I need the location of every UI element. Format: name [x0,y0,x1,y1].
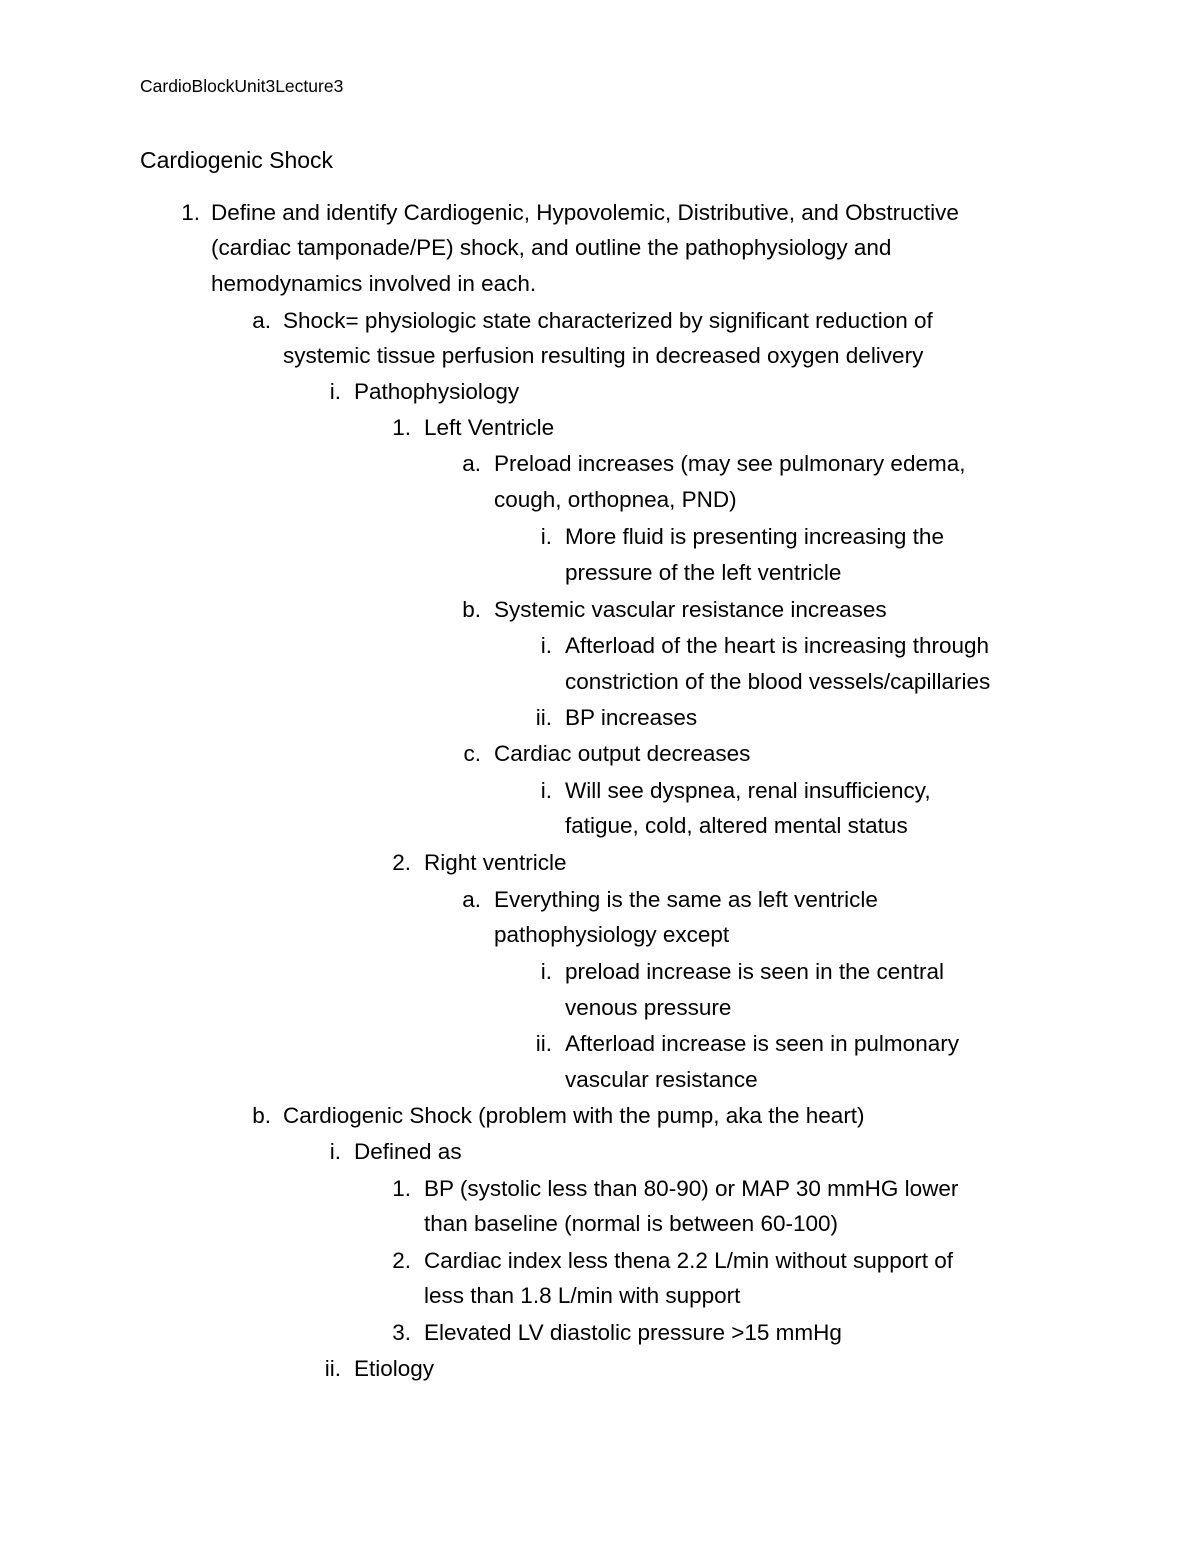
list-item-text: Cardiac index less thena 2.2 L/min without support of [424,1248,954,1273]
list-marker: i. [329,379,341,404]
list-marker: b. [252,1103,271,1128]
list-item-text: More fluid is presenting increasing the [565,524,944,549]
list-item-text: than baseline (normal is between 60-100) [424,1211,838,1236]
list-item-text: Afterload of the heart is increasing through [565,633,990,658]
list-item-text: venous pressure [565,995,732,1020]
list-item-text: Cardiogenic Shock (problem with the pump, aka the heart) [283,1103,865,1128]
list-marker: 2. [392,850,411,875]
list-item-text: Cardiac output decreases [494,741,751,766]
list-item-text: Right ventricle [424,850,567,875]
list-item-text: preload increase is seen in the central [565,959,944,984]
list-item-text: Everything is the same as left ventricle [494,887,878,912]
list-item-text: BP increases [565,705,698,730]
list-item-text: pressure of the left ventricle [565,560,842,585]
list-item-text: Pathophysiology [354,379,520,404]
list-item-text: Systemic vascular resistance increases [494,597,887,622]
list-marker: a. [462,887,481,912]
list-item-text: systemic tissue perfusion resulting in decreased oxygen delivery [283,343,924,368]
list-marker: i. [540,524,552,549]
list-item-text: Will see dyspnea, renal insufficiency, [565,778,931,803]
list-item-text: (cardiac tamponade/PE) shock, and outline the pathophysiology and [211,235,892,260]
list-marker: i. [540,778,552,803]
list-item-text: vascular resistance [565,1067,758,1092]
list-marker: ii. [535,705,552,730]
list-marker: 1. [181,200,200,225]
list-marker: c. [463,741,481,766]
list-marker: i. [540,959,552,984]
list-item-text: less than 1.8 L/min with support [424,1283,741,1308]
list-item-text: Preload increases (may see pulmonary edema, [494,451,966,476]
list-marker: a. [252,308,271,333]
list-item-text: cough, orthopnea, PND) [494,487,737,512]
list-marker: b. [462,597,481,622]
list-item-text: Afterload increase is seen in pulmonary [565,1031,959,1056]
list-item-text: Define and identify Cardiogenic, Hypovolemic, Distributive, and Obstructive [211,200,959,225]
list-item-text: pathophysiology except [494,922,730,947]
list-marker: i. [540,633,552,658]
list-item-text: fatigue, cold, altered mental status [565,813,908,838]
list-marker: 1. [392,1176,411,1201]
list-item-text: Shock= physiologic state characterized by significant reduction of [283,308,933,333]
page-header: CardioBlockUnit3Lecture3 [140,76,344,96]
list-marker: a. [462,451,481,476]
list-marker: ii. [324,1356,341,1381]
list-item-text: BP (systolic less than 80-90) or MAP 30 mmHG lower [424,1176,959,1201]
list-item-text: Elevated LV diastolic pressure >15 mmHg [424,1320,842,1345]
section-title: Cardiogenic Shock [140,147,334,173]
list-item-text: constriction of the blood vessels/capillaries [565,669,991,694]
list-item-text: hemodynamics involved in each. [211,271,537,296]
list-marker: i. [329,1139,341,1164]
list-item-text: Etiology [354,1356,435,1381]
list-marker: 3. [392,1320,411,1345]
list-marker: 2. [392,1248,411,1273]
list-marker: 1. [392,415,411,440]
list-item-text: Defined as [354,1139,462,1164]
list-item-text: Left Ventricle [424,415,555,440]
list-marker: ii. [535,1031,552,1056]
